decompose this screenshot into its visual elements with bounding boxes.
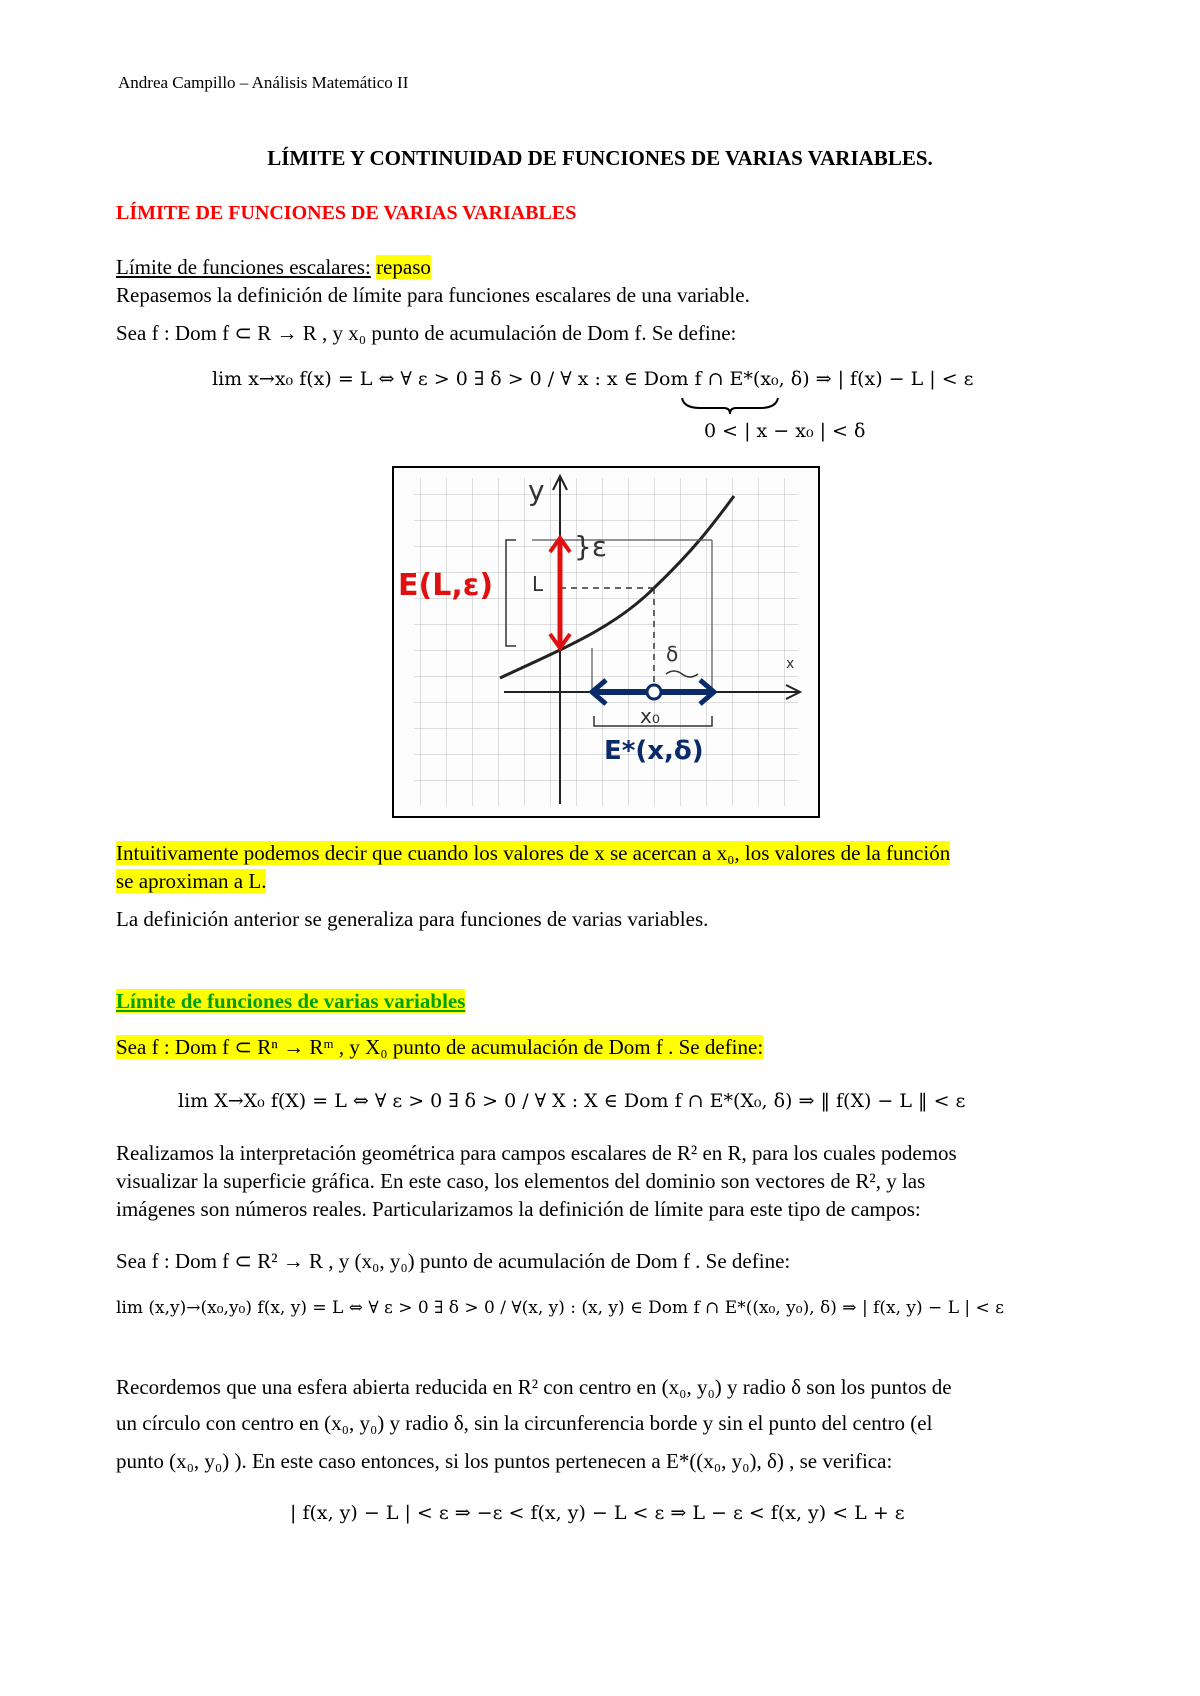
paragraph-1-line-3: imágenes son números reales. Particularizamos la definición de límite para este tipo de campos: — [116, 1197, 921, 1221]
sea-line-2: Sea f : Dom f ⊂ Rⁿ → Rᵐ , y X₀ punto de acumulación de Dom f . Se define: — [116, 1035, 764, 1059]
brace-note: 0 < | x − x₀ | < δ — [704, 420, 866, 442]
running-header: Andrea Campillo – Análisis Matemático II — [118, 73, 409, 92]
sea-line-3: Sea f : Dom f ⊂ R² → R , y (x₀, y₀) punto de acumulación de Dom f . Se define: — [116, 1249, 791, 1273]
repaso-highlight: repaso — [376, 255, 431, 279]
limit-definition-3: lim (x,y)→(x₀,y₀) f(x, y) = L ⇔ ∀ ε > 0 ∃ δ > 0 / ∀(x, y) : (x, y) ∈ Dom f ∩ E*((x₀, y₀), δ) ⇒ | f(x, y) − L | < ε — [116, 1298, 1004, 1318]
intuition-line-2: se aproximan a L. — [116, 869, 267, 893]
label-epsilon: }ε — [574, 530, 607, 563]
label-L: L — [532, 572, 544, 596]
label-delta: δ — [666, 642, 679, 666]
intuition-line-1: Intuitivamente podemos decir que cuando los valores de x se acercan a x₀, los valores de la función — [116, 841, 951, 865]
page-title: LÍMITE Y CONTINUIDAD DE FUNCIONES DE VARIAS VARIABLES. — [267, 146, 933, 170]
sea-line-1: Sea f : Dom f ⊂ R → R , y x₀ punto de acumulación de Dom f. Se define: — [116, 321, 737, 345]
label-y: y — [528, 474, 545, 507]
underbrace — [680, 396, 780, 416]
paragraph-2-line-3: punto (x₀, y₀) ). En este caso entonces, si los puntos pertenecen a E*((x₀, y₀), δ) , se verifica: — [116, 1449, 893, 1473]
label-x: x — [786, 656, 795, 672]
subsection-2-heading: Límite de funciones de varias variables — [116, 989, 466, 1013]
label-x0: x₀ — [640, 704, 660, 728]
x0-point — [647, 685, 661, 699]
paragraph-2-line-1: Recordemos que una esfera abierta reducida en R² con centro en (x₀, y₀) y radio δ son los puntos de — [116, 1375, 952, 1399]
intro-text: Repasemos la definición de límite para funciones escalares de una variable. — [116, 283, 750, 307]
subsection-label-text: Límite de funciones escalares: — [116, 255, 371, 279]
paragraph-2-line-2: un círculo con centro en (x₀, y₀) y radio δ, sin la circunferencia borde y sin el punto del centro (el — [116, 1411, 933, 1435]
limit-definition-2: lim X→X₀ f(X) = L ⇔ ∀ ε > 0 ∃ δ > 0 / ∀ X : X ∈ Dom f ∩ E*(X₀, δ) ⇒ ‖ f(X) − L ‖ < ε — [178, 1090, 966, 1112]
label-E-star: E*(x,δ) — [604, 736, 704, 766]
final-inequality: | f(x, y) − L | < ε ⇒ −ε < f(x, y) − L < ε ⇒ L − ε < f(x, y) < L + ε — [290, 1502, 905, 1524]
limit-definition-1: lim x→x₀ f(x) = L ⇔ ∀ ε > 0 ∃ δ > 0 / ∀ x : x ∈ Dom f ∩ E*(x₀, δ) ⇒ | f(x) − L | < ε — [212, 368, 974, 390]
subsection-label — [116, 254, 431, 280]
paragraph-1-line-2: visualizar la superficie gráfica. En este caso, los elementos del dominio son vectores de R², y las — [116, 1169, 926, 1193]
generalization-text: La definición anterior se generaliza para funciones de varias variables. — [116, 907, 709, 931]
limit-figure — [392, 466, 820, 818]
paragraph-1-line-1: Realizamos la interpretación geométrica para campos escalares de R² en R, para los cuales podemos — [116, 1141, 957, 1165]
label-E-L-eps: E(L,ε) — [398, 568, 494, 603]
section-heading: LÍMITE DE FUNCIONES DE VARIAS VARIABLES — [116, 202, 577, 224]
